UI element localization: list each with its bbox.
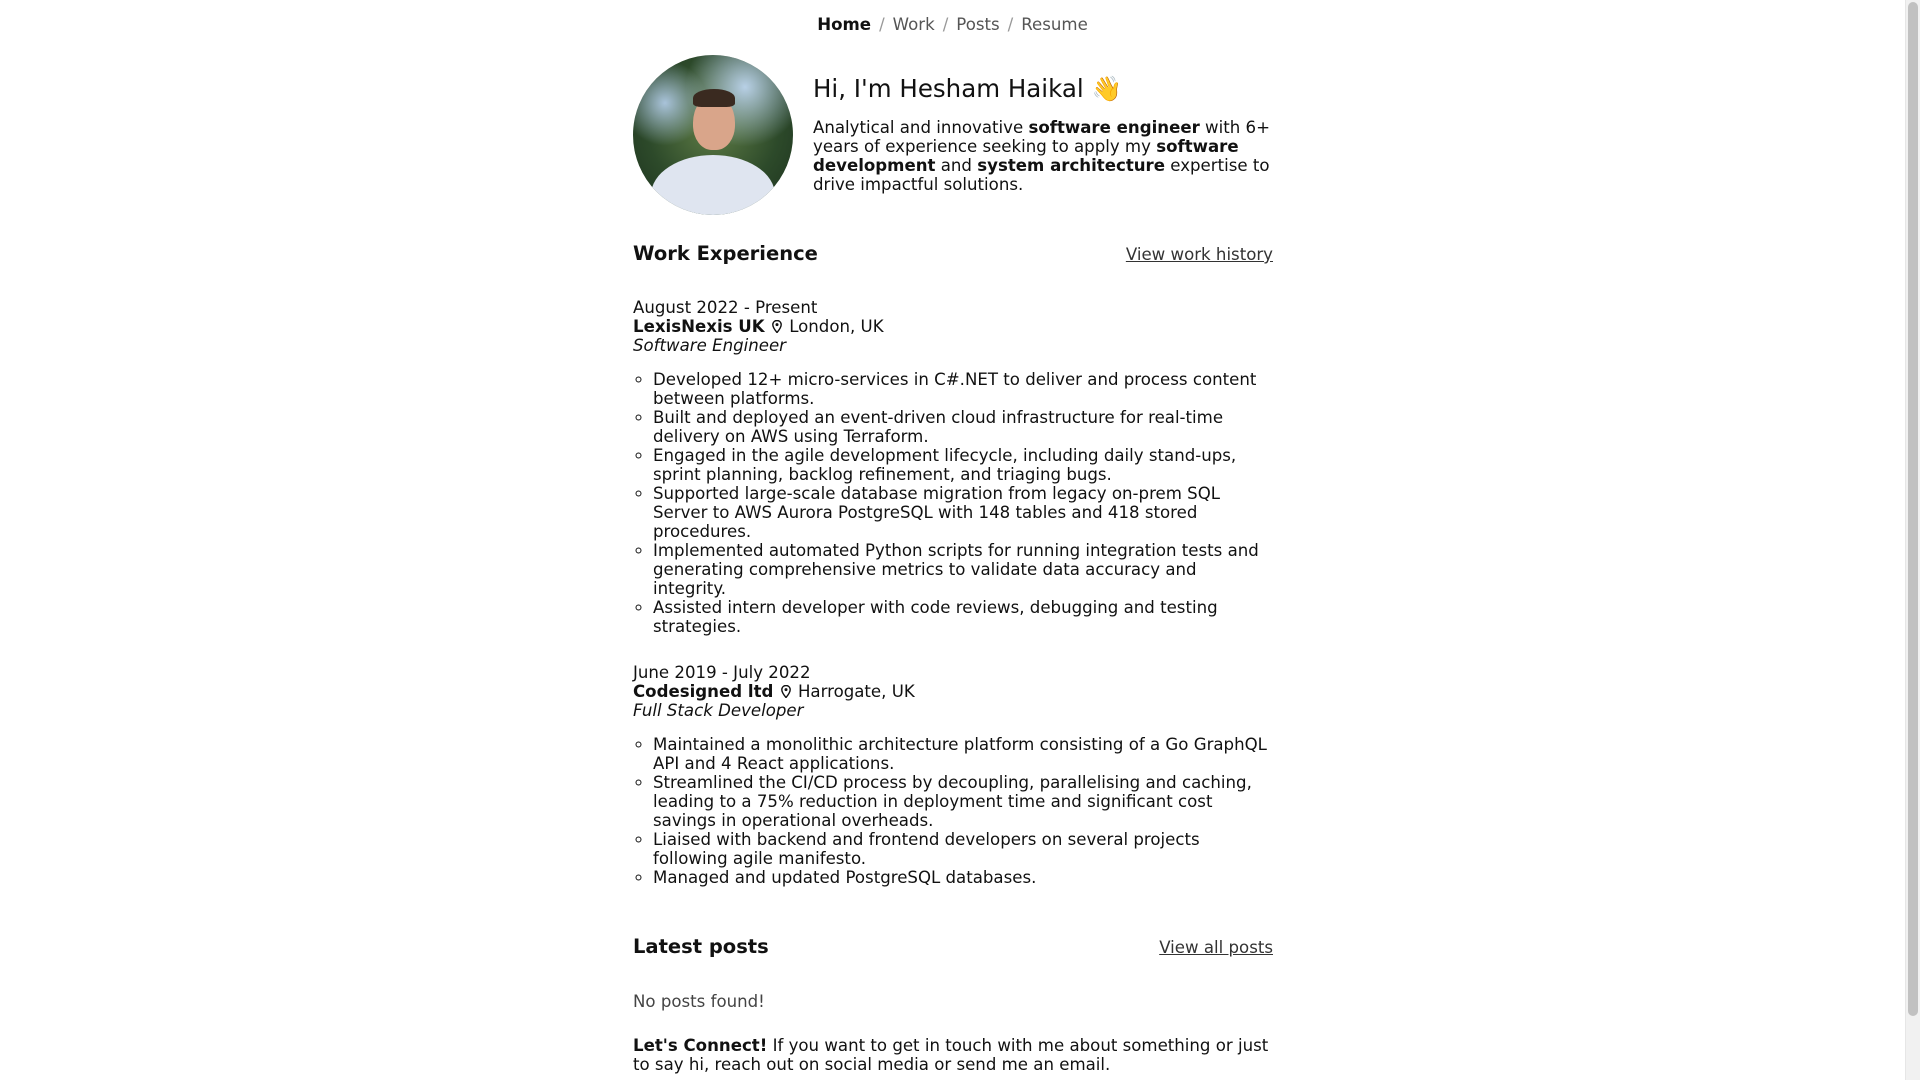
job-bullets: [633, 370, 1273, 636]
list-item: ◦ Engaged in the agile development lifecycle, including daily stand-ups, sprint planning, backlog refinement, and triaging bugs.: [653, 446, 1273, 484]
job-company: Codesigned ltd: [633, 682, 774, 701]
list-item: ◦ Liaised with backend and frontend developers on several projects following agile manifesto.: [653, 830, 1273, 868]
connect-text: Let's Connect! If you want to get in touch with me about something or just to say hi, reach out on social media or send me an email.: [633, 1036, 1269, 1074]
list-item: ◦ Maintained a monolithic architecture platform consisting of a Go GraphQL API and 4 React applications.: [653, 735, 1273, 773]
job-role: Software Engineer: [633, 336, 786, 355]
job-company-line: [633, 317, 1273, 336]
job-dates: August 2022 - Present: [633, 298, 818, 317]
scrollbar-thumb[interactable]: [1908, 2, 1918, 1016]
job-company: LexisNexis UK: [633, 317, 765, 336]
bio-text: Analytical and innovative software engineer with 6+ years of experience seeking to apply my software development and system architecture expertise to drive impactful solutions.: [813, 118, 1270, 194]
list-item: ◦ Developed 12+ micro-services in C#.NET to deliver and process content between platforms.: [653, 370, 1273, 408]
list-item: ◦ Managed and updated PostgreSQL databases.: [653, 868, 1273, 887]
connect-heading: Let's Connect!: [633, 1036, 768, 1055]
job-company-line: [633, 682, 1273, 701]
list-item: ◦ Built and deployed an event-driven cloud infrastructure for real-time delivery on AWS using Terraform.: [653, 408, 1273, 446]
job-location: London, UK: [789, 317, 884, 336]
nav-separator: /: [879, 15, 885, 34]
page-scrollbar[interactable]: [1905, 0, 1920, 1080]
list-item: ◦ Assisted intern developer with code reviews, debugging and testing strategies.: [653, 598, 1273, 636]
nav-resume-link[interactable]: Resume: [1021, 15, 1088, 34]
nav-separator: /: [1007, 15, 1014, 34]
latest-posts-title: Latest posts: [633, 935, 769, 958]
nav-work-link[interactable]: Work: [892, 15, 935, 34]
no-posts-message: No posts found!: [633, 992, 765, 1011]
work-experience-header: [633, 242, 1273, 266]
intro: [813, 55, 1273, 194]
location-pin-icon: [781, 685, 791, 698]
avatar: [633, 55, 793, 215]
list-item: ◦ Streamlined the CI/CD process by decoupling, parallelising and caching, leading to a 75% reduction in deployment time and significant cost savings in operational overheads.: [653, 773, 1273, 830]
nav-posts-link[interactable]: Posts: [956, 15, 1000, 34]
job-dates: June 2019 - July 2022: [633, 663, 811, 682]
view-work-history-link[interactable]: View work history: [1125, 245, 1273, 264]
job-entry-lexisnexis: [633, 298, 1273, 636]
job-bullets: [633, 735, 1273, 887]
list-item: ◦ Supported large-scale database migration from legacy on-prem SQL Server to AWS Aurora PostgreSQL with 148 tables and 418 stored procedures.: [653, 484, 1273, 541]
latest-posts-header: [633, 935, 1273, 959]
hero-section: [633, 55, 1273, 215]
main-content: [633, 55, 1273, 1080]
page-title: Hi, I'm Hesham Haikal 👋: [813, 74, 1122, 103]
nav-separator: /: [942, 15, 949, 34]
list-item: ◦ Implemented automated Python scripts for running integration tests and generating comprehensive metrics to validate data accuracy and integrity.: [653, 541, 1273, 598]
job-role: Full Stack Developer: [633, 701, 804, 720]
location-pin-icon: [772, 320, 782, 333]
work-experience-title: Work Experience: [633, 242, 818, 265]
view-all-posts-link[interactable]: View all posts: [1159, 938, 1273, 957]
nav-home-link[interactable]: Home: [817, 15, 872, 34]
job-entry-codesigned: [633, 663, 1273, 887]
breadcrumb: [0, 15, 1905, 35]
job-location: Harrogate, UK: [797, 682, 915, 701]
